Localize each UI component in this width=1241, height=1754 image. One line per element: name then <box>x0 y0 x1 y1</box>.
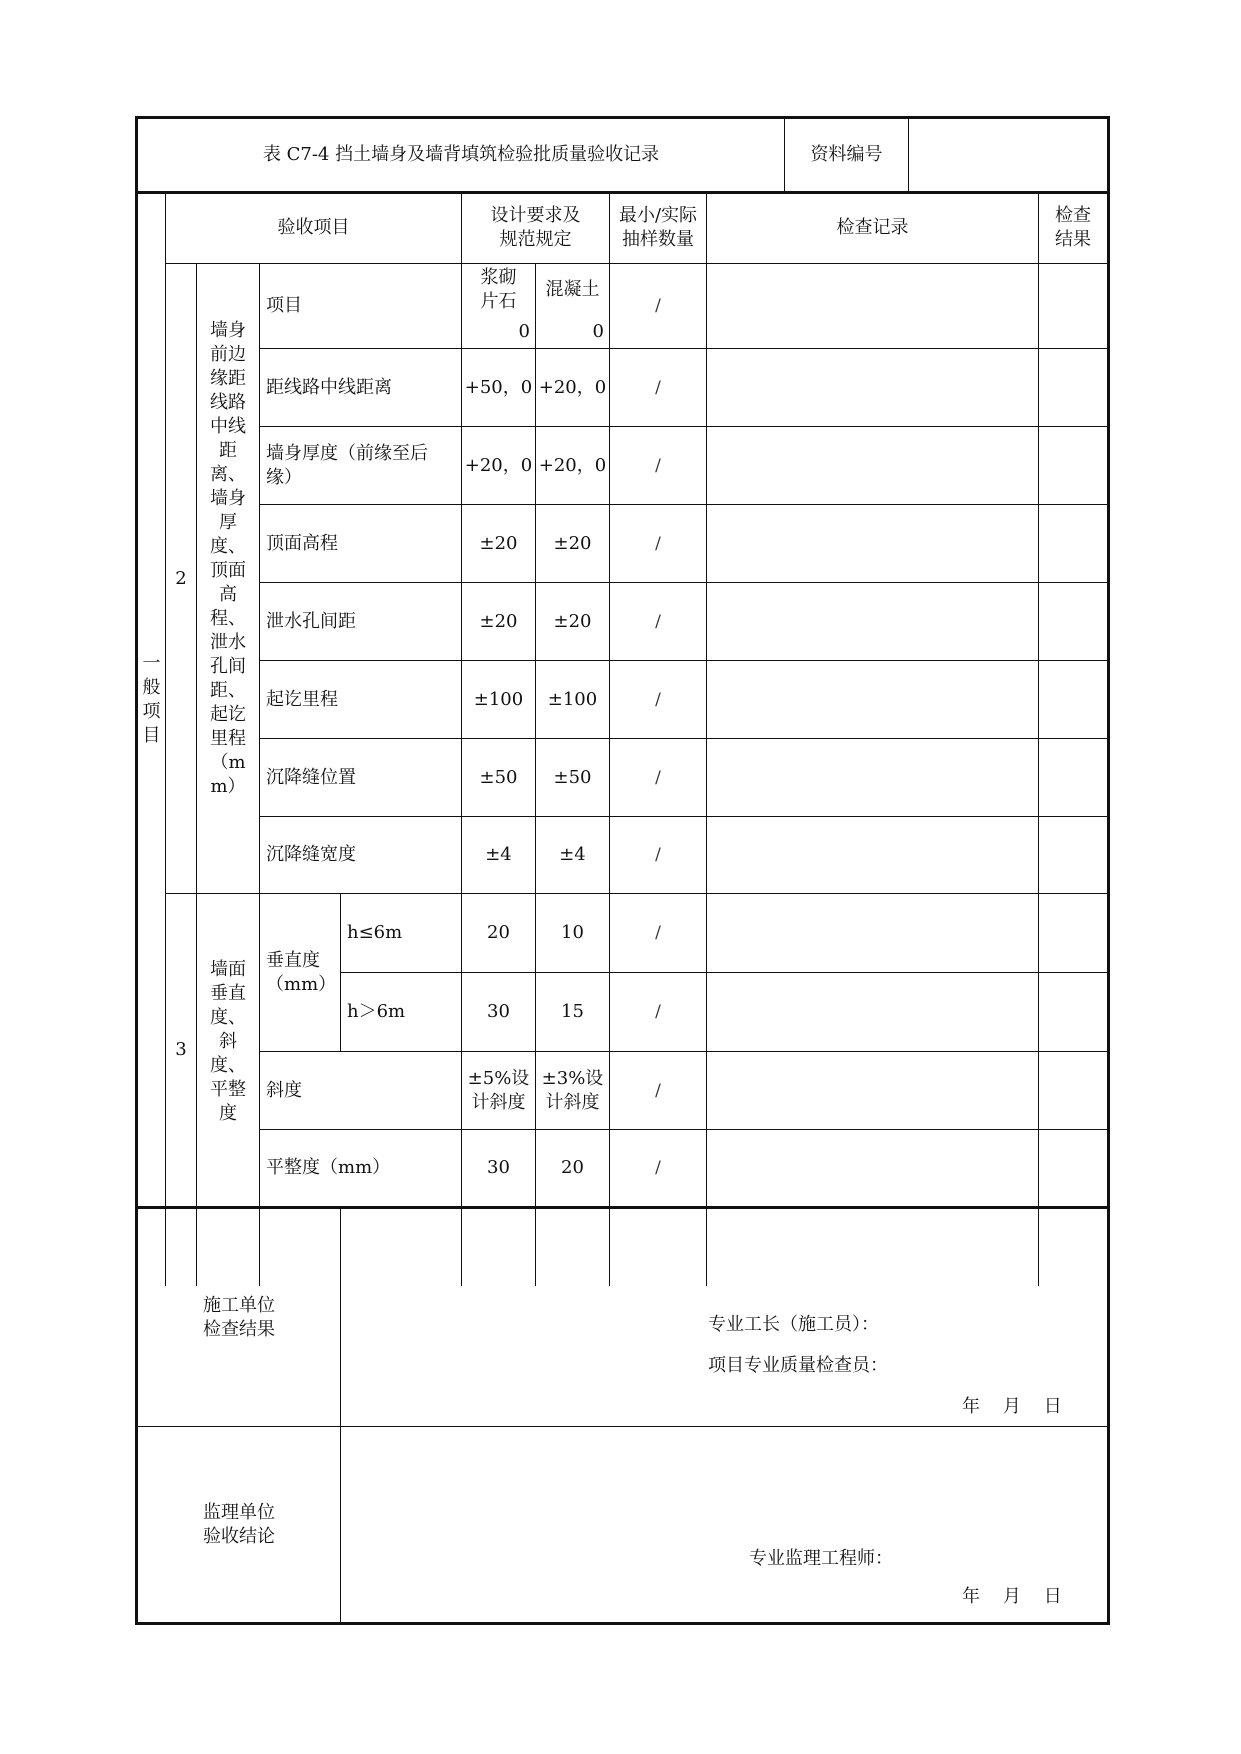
g3-row-2-b: ±3%设 计斜度 <box>541 1067 604 1113</box>
g2-row-7-sample: / <box>655 845 661 865</box>
supervision-date: 年 月 日 <box>962 1586 1062 1607</box>
supervision-label: 监理单位 验收结论 <box>203 1501 275 1547</box>
g2-row-6-sample: / <box>655 767 661 788</box>
header-sample: 最小/实际 抽样数量 <box>618 205 698 250</box>
g2-row-1-a: +50，0 <box>464 376 533 398</box>
g2-row-1-sample: / <box>655 377 661 398</box>
category-label: 一般项目 <box>142 652 161 746</box>
header-result: 检查 结果 <box>1055 205 1091 250</box>
g2-row-7-b: ±4 <box>559 844 586 865</box>
g3-row-3-b: 20 <box>561 1157 584 1178</box>
page-title: 表 C7-4 挡土墙身及墙背填筑检验批质量验收记录 <box>262 144 660 165</box>
g2-row-4-a: ±20 <box>479 610 518 632</box>
inspection-record-sheet <box>135 116 1110 1625</box>
g2-row-0-b: 混凝土 <box>545 279 600 300</box>
group-2-name: 墙身前边缘距线路中线距离、墙身厚度、顶面高程、泄水孔间距、起讫里程（mm） <box>210 319 246 797</box>
g3-row-2-item: 斜度 <box>266 1079 302 1101</box>
g2-row-1-item: 距线路中线距离 <box>266 376 392 398</box>
g2-row-0-record[interactable] <box>707 264 1038 348</box>
g3-row-3-item: 平整度（mm） <box>266 1157 391 1178</box>
g2-row-4-item: 泄水孔间距 <box>266 610 356 632</box>
g3-row-0-b: 10 <box>561 922 584 943</box>
construction-label: 施工单位 检查结果 <box>203 1294 275 1340</box>
g3-row-3-a: 30 <box>487 1157 510 1178</box>
g2-row-5-a: ±100 <box>473 688 524 710</box>
g2-row-0-item: 项目 <box>266 295 302 316</box>
header-design: 设计要求及 规范规定 <box>490 205 581 250</box>
g3-row-1-a: 30 <box>487 1001 510 1022</box>
header-record: 检查记录 <box>836 217 909 238</box>
g3-row-1-sub: h＞6m <box>347 1001 406 1022</box>
header-item: 验收项目 <box>277 217 350 238</box>
construction-foreman: 专业工长（施工员）： <box>708 1314 879 1335</box>
g2-row-2-sample: / <box>655 455 661 476</box>
g2-row-0-sample: / <box>655 296 661 316</box>
supervision-engineer: 专业监理工程师： <box>749 1548 893 1569</box>
g3-row-2-a: ±5%设 计斜度 <box>467 1067 530 1113</box>
g2-row-4-b: ±20 <box>553 610 592 632</box>
g2-row-1-b: +20，0 <box>538 376 607 398</box>
g2-row-5-b: ±100 <box>547 688 598 710</box>
vertical-label: 垂直度 （mm） <box>266 949 337 995</box>
g2-row-2-a: +20，0 <box>464 454 533 476</box>
g2-row-7-a: ±4 <box>485 844 512 865</box>
g2-row-0-a: 浆砌 片石 <box>480 267 517 312</box>
g2-row-5-item: 起讫里程 <box>266 688 338 710</box>
construction-inspector: 项目专业质量检查员： <box>708 1355 888 1376</box>
doc-number-label: 资料编号 <box>810 144 883 165</box>
g2-row-6-item: 沉降缝位置 <box>266 766 356 788</box>
g3-row-1-sample: / <box>655 1002 661 1022</box>
g2-row-3-a: ±20 <box>479 532 518 554</box>
g2-row-0-result[interactable] <box>1039 264 1107 348</box>
g3-row-3-sample: / <box>655 1158 661 1178</box>
g2-row-3-item: 顶面高程 <box>266 532 338 554</box>
g2-row-0-b2: 0 <box>592 321 604 342</box>
g3-row-1-b: 15 <box>561 1001 584 1022</box>
group-3-name: 墙面垂直度、斜度、平整度 <box>210 959 246 1124</box>
group-2-number: 2 <box>175 567 187 589</box>
doc-number-value[interactable] <box>909 119 1107 191</box>
g2-row-0-a2: 0 <box>518 321 530 342</box>
g2-row-3-b: ±20 <box>553 532 592 554</box>
g3-row-2-sample: / <box>655 1080 661 1101</box>
g3-row-0-sample: / <box>655 923 661 943</box>
g2-row-7-item: 沉降缝宽度 <box>266 844 356 865</box>
construction-date: 年 月 日 <box>962 1396 1062 1417</box>
g2-row-3-sample: / <box>655 533 661 554</box>
g3-row-0-sub: h≤6m <box>347 922 403 943</box>
g2-row-2-item: 墙身厚度（前缘至后 缘） <box>266 442 428 488</box>
g2-row-6-a: ±50 <box>479 766 518 788</box>
g2-row-6-b: ±50 <box>553 766 592 788</box>
g3-row-0-a: 20 <box>487 922 510 943</box>
g2-row-5-sample: / <box>655 689 661 710</box>
group-3-number: 3 <box>175 1039 187 1060</box>
g2-row-2-b: +20，0 <box>538 454 607 476</box>
g2-row-4-sample: / <box>655 611 661 632</box>
